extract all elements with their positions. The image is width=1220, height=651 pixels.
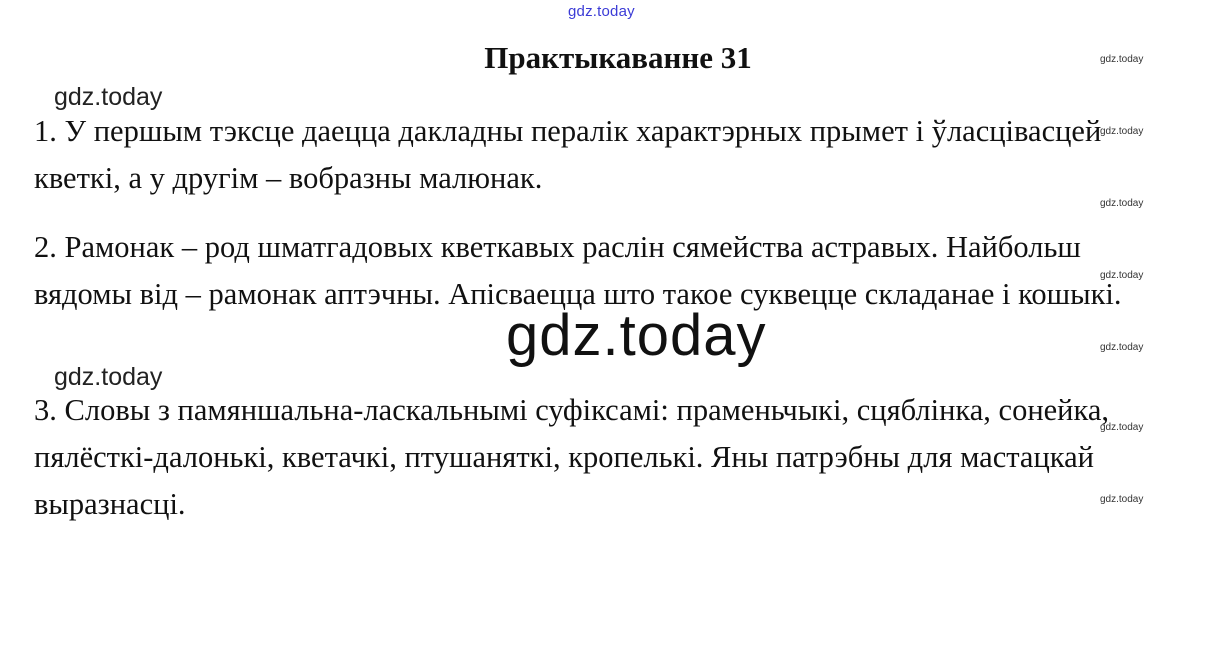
side-watermark: gdz.today	[1100, 270, 1144, 281]
side-watermark: gdz.today	[1100, 126, 1144, 137]
watermark-mid: gdz.today	[54, 83, 163, 111]
answer-paragraph-1: 1. У першым тэксце даецца дакладны пералік характэрных прымет і ўласцівасцей кветкі, а у другім – вобразны малюнак.	[34, 114, 1102, 195]
page-title: Практыкаванне 31	[484, 40, 752, 75]
answer-paragraph-2: 2. Рамонак – род шматгадовых кветкавых раслін сямейства астравых. Найбольш вядомы від – рамонак аптэчны. Апісваецца што такое суквецце складанае і кошыкі.	[34, 230, 1122, 311]
side-watermark: gdz.today	[1100, 198, 1144, 209]
watermark-large: gdz.today	[506, 303, 767, 368]
watermark-top: gdz.today	[568, 3, 635, 20]
side-watermark: gdz.today	[1100, 422, 1144, 433]
watermark-mid: gdz.today	[54, 363, 163, 391]
side-watermark: gdz.today	[1100, 342, 1144, 353]
answer-paragraph-3: 3. Словы з памяншальна-ласкальнымі суфіксамі: праменьчыкі, сцяблінка, сонейка, пялёсткі-далонькі, кветачкі, птушаняткі, кропелькі. Яны патрэбны для мастацкай выразнасці.	[34, 393, 1110, 521]
side-watermark: gdz.today	[1100, 54, 1144, 65]
side-watermark: gdz.today	[1100, 494, 1144, 505]
